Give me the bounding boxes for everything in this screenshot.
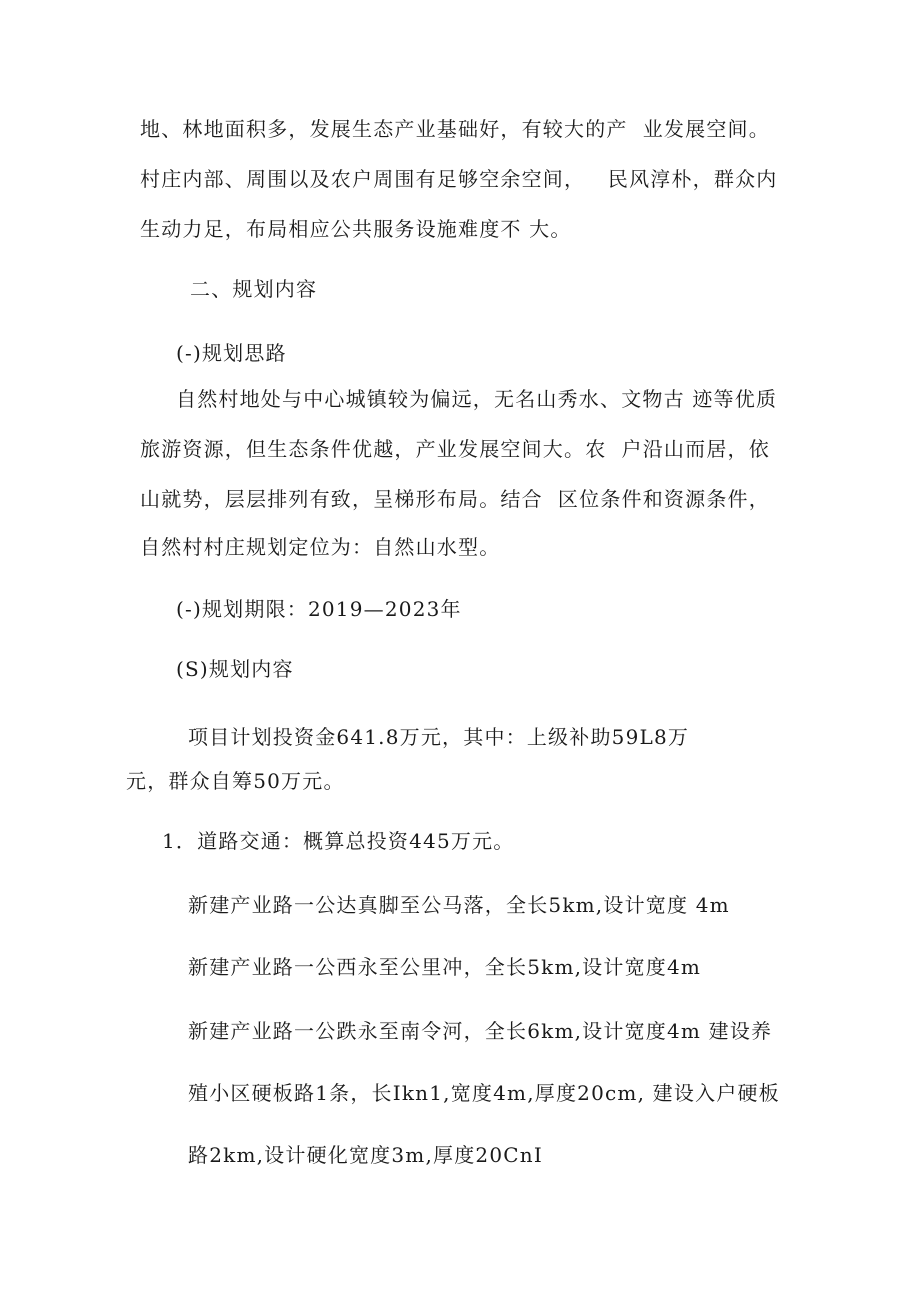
paragraph-2-line-1: 自然村地处与中心城镇较为偏远，无名山秀水、文物古 迹等优质 bbox=[176, 387, 778, 411]
road-item-3: 新建产业路一公跌永至南令河，全长6km,设计宽度4m 建设养 bbox=[188, 1019, 773, 1043]
item-1-heading: 1．道路交通：概算总投资445万元。 bbox=[162, 829, 515, 853]
section-2-heading: 二、规划内容 bbox=[190, 277, 318, 301]
paragraph-2-line-4: 自然村村庄规划定位为：自然山水型。 bbox=[140, 535, 501, 559]
paragraph-2-line-3: 山就势，层层排列有致，呈梯形布局。结合 区位条件和资源条件， bbox=[140, 487, 770, 511]
paragraph-1-line-3: 生动力足，布局相应公共服务设施难度不 大。 bbox=[140, 217, 572, 241]
investment-line-2: 元，群众自筹50万元。 bbox=[126, 769, 345, 793]
road-item-1: 新建产业路一公达真脚至公马落，全长5km,设计宽度 4m bbox=[188, 893, 730, 917]
paragraph-1-line-1: 地、林地面积多，发展生态产业基础好，有较大的产 业发展空间。 bbox=[140, 117, 770, 141]
paragraph-2-line-2: 旅游资源，但生态条件优越，产业发展空间大。农 户沿山而居，依 bbox=[140, 437, 770, 461]
subsection-3-heading: (S)规划内容 bbox=[176, 657, 294, 681]
road-item-5: 路2km,设计硬化宽度3m,厚度20CnI bbox=[188, 1143, 543, 1167]
paragraph-1-line-2: 村庄内部、周围以及农户周围有足够空余空间， 民风淳朴，群众内 bbox=[140, 167, 778, 191]
road-item-2: 新建产业路一公西永至公里冲，全长5km,设计宽度4m bbox=[188, 955, 702, 979]
road-item-4: 殖小区硬板路1条，长Ikn1,宽度4m,厚度20cm, 建设入户硬板 bbox=[188, 1081, 780, 1105]
subsection-2-heading: (-)规划期限：2019—2023年 bbox=[176, 597, 462, 621]
investment-line-1: 项目计划投资金641.8万元，其中：上级补助59L8万 bbox=[188, 725, 690, 749]
subsection-1-heading: (-)规划思路 bbox=[176, 341, 287, 365]
